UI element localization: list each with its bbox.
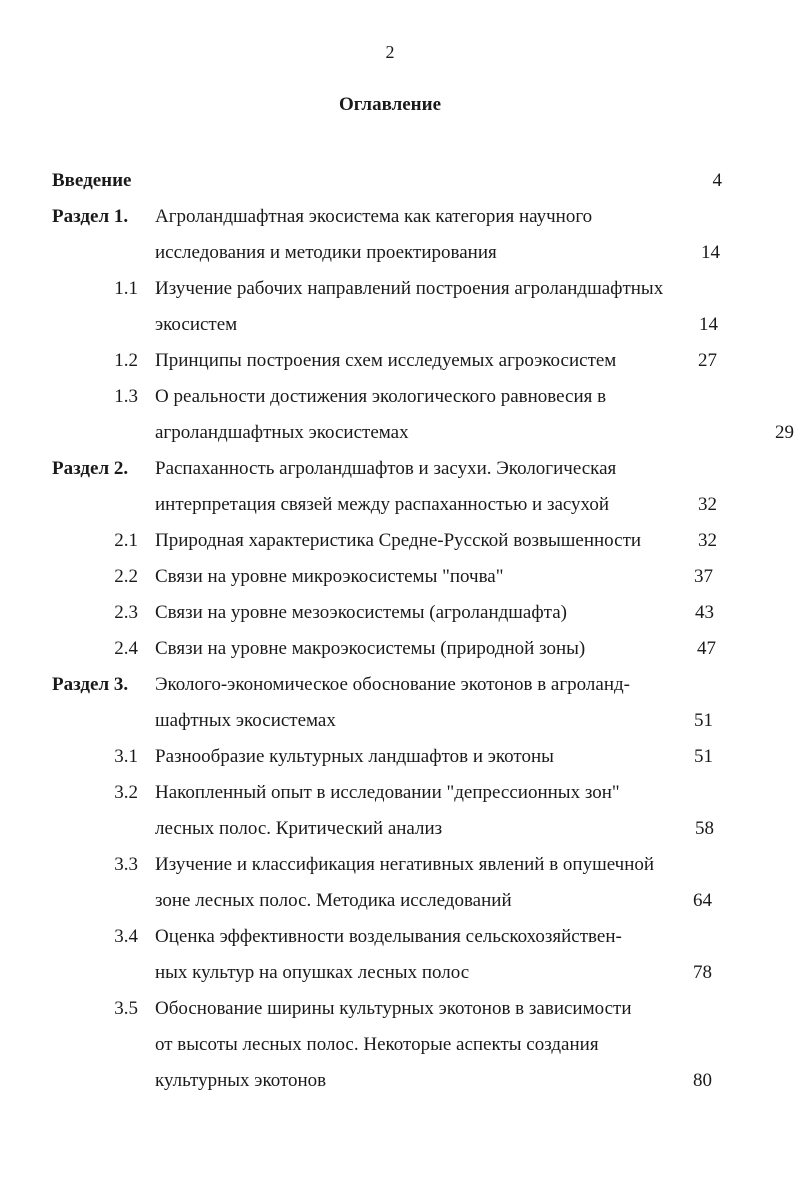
toc-entry [0,814,794,844]
toc-entry-title: Связи на уровне мезоэкосистемы (агроландшафта) [155,602,567,623]
toc-entry-title: Связи на уровне микроэкосистемы "почва" [155,566,504,587]
subsection-number: 2.1 [114,530,138,551]
section-label: Раздел 2. [52,458,129,479]
toc-entry [0,166,794,196]
toc-entry-title: интерпретация связей между распаханностью и засухой [155,494,610,515]
toc-entry [0,922,794,952]
toc-entry [0,850,794,880]
toc-entry-title: Изучение и классификация негативных явлений в опушечной [155,854,655,875]
toc-page-number: 43 [695,602,714,623]
toc-entry-title: Разнообразие культурных ландшафтов и экотоны [155,746,554,767]
toc-entry [0,742,794,772]
page-title: Оглавление [338,94,442,115]
toc-page-number: 14 [701,242,720,263]
toc-page-number: 58 [695,818,714,839]
toc-entry [0,886,794,916]
toc-entry [0,418,794,448]
toc-entry-title: Накопленный опыт в исследовании "депрессионных зон" [155,782,620,803]
toc-entry [0,202,794,232]
toc-page-number: 51 [694,710,713,731]
subsection-number: 3.5 [114,998,138,1019]
section-label: Раздел 3. [52,674,129,695]
toc-page-number: 32 [698,494,717,515]
toc-entry [0,994,794,1024]
toc-entry-title: лесных полос. Критический анализ [155,818,443,839]
toc-entry-title: шафтных экосистемах [155,710,336,731]
toc-entry-title: Обоснование ширины культурных экотонов в зависимости [155,998,632,1019]
toc-entry [0,670,794,700]
toc-entry [0,346,794,376]
toc-entry-title: Связи на уровне макроэкосистемы (природной зоны) [155,638,586,659]
subsection-number: 2.3 [114,602,138,623]
toc-entry [0,526,794,556]
toc-page-number: 32 [698,530,717,551]
toc-page-number: 64 [693,890,712,911]
toc-entry [0,274,794,304]
toc-page-number: 80 [693,1070,712,1091]
section-label: Раздел 1. [52,206,129,227]
toc-page-number: 78 [693,962,712,983]
toc-entry-title: культурных экотонов [155,1070,327,1091]
toc-page-number: 51 [694,746,713,767]
toc-entry [0,706,794,736]
toc-entry-title: экосистем [155,314,238,335]
toc-entry-title: Изучение рабочих направлений построения агроландшафтных [155,278,664,299]
toc-entry [0,310,794,340]
toc-entry [0,562,794,592]
subsection-number: 1.1 [114,278,138,299]
subsection-number: 3.1 [114,746,138,767]
subsection-number: 2.4 [114,638,138,659]
toc-entry-title: Принципы построения схем исследуемых агроэкосистем [155,350,617,371]
toc-entry-title: О реальности достижения экологического равновесия в [155,386,607,407]
subsection-number: 2.2 [114,566,138,587]
toc-entry-title: агроландшафтных экосистемах [155,422,409,443]
page-number: 2 [385,42,395,62]
subsection-number: 3.4 [114,926,138,947]
toc-entry [0,1066,794,1096]
toc-page-number: 14 [699,314,718,335]
toc-page-number: 47 [697,638,716,659]
subsection-number: 1.3 [114,386,138,407]
toc-page-number: 4 [712,170,722,191]
toc-page-number: 27 [698,350,717,371]
toc-page-number: 37 [694,566,713,587]
toc-entry-title: Оценка эффективности возделывания сельскохозяйствен- [155,926,622,947]
toc-entry [0,958,794,988]
toc-entry [0,490,794,520]
subsection-number: 3.3 [114,854,138,875]
toc-entry [0,454,794,484]
toc-entry [0,238,794,268]
toc-entry-title: зоне лесных полос. Методика исследований [155,890,512,911]
toc-entry-title: от высоты лесных полос. Некоторые аспекты создания [155,1034,599,1055]
toc-entry-title: исследования и методики проектирования [155,242,497,263]
toc-entry [0,382,794,412]
section-label: Введение [52,170,132,191]
subsection-number: 1.2 [114,350,138,371]
toc-entry-title: Распаханность агроландшафтов и засухи. Экологическая [155,458,617,479]
toc-entry [0,1030,794,1060]
subsection-number: 3.2 [114,782,138,803]
toc-entry [0,778,794,808]
toc-page-number: 29 [775,422,794,443]
toc-entry-title: ных культур на опушках лесных полос [155,962,470,983]
toc-entry [0,598,794,628]
toc-entry-title: Эколого-экономическое обоснование экотонов в агроланд- [155,674,630,695]
toc-entry-title: Природная характеристика Средне-Русской возвышенности [155,530,642,551]
toc-entry [0,634,794,664]
toc-entry-title: Агроландшафтная экосистема как категория научного [155,206,593,227]
